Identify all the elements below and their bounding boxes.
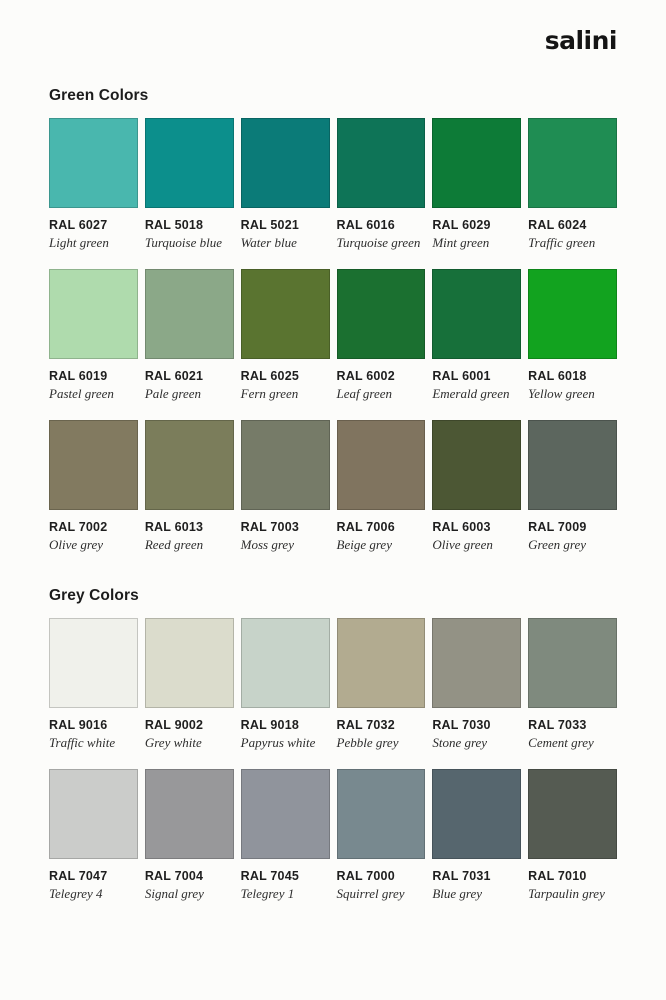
color-swatch (145, 769, 234, 859)
color-name-label: Grey white (144, 735, 202, 750)
section-title-green: Green Colors (49, 87, 149, 104)
ral-code-label: RAL 9002 (144, 718, 204, 732)
color-name-label: Emerald green (432, 386, 510, 401)
color-swatch (432, 618, 521, 708)
ral-code-label: RAL 7010 (528, 869, 587, 883)
swatch-cell (528, 618, 617, 751)
color-swatch (337, 269, 426, 359)
swatch-cell (432, 618, 521, 751)
ral-code-label: RAL 9016 (49, 718, 108, 732)
swatch-row (49, 269, 617, 402)
ral-code-label: RAL 7000 (336, 869, 395, 883)
color-swatch (49, 269, 138, 359)
ral-code-label: RAL 6001 (432, 369, 491, 383)
swatch-cell (49, 118, 138, 251)
swatch-cell (337, 618, 426, 751)
color-swatch (432, 269, 521, 359)
color-name-label: Squirrel grey (336, 886, 405, 901)
ral-code-label: RAL 7002 (49, 520, 108, 534)
swatch-cell (49, 269, 138, 402)
swatch-cell (432, 420, 521, 553)
swatch-cell (337, 420, 426, 553)
color-name-label: Mint green (432, 235, 490, 250)
color-name-label: Traffic green (528, 235, 596, 250)
ral-code-label: RAL 6024 (528, 218, 587, 232)
color-swatch (145, 618, 234, 708)
color-name-label: Papyrus white (240, 735, 316, 750)
color-name-label: Signal grey (144, 886, 204, 901)
color-name-label: Moss grey (240, 537, 294, 552)
color-name-label: Pale green (144, 386, 202, 401)
ral-code-label: RAL 7006 (336, 520, 395, 534)
ral-code-label: RAL 6029 (432, 218, 491, 232)
color-swatch (145, 269, 234, 359)
ral-code-label: RAL 5018 (144, 218, 204, 232)
swatch-cell (432, 269, 521, 402)
color-name-label: Turquoise green (336, 235, 421, 250)
color-swatch (145, 420, 234, 510)
color-swatch (528, 269, 617, 359)
ral-code-label: RAL 6019 (49, 369, 108, 383)
ral-code-label: RAL 7003 (240, 520, 300, 534)
color-name-label: Pebble grey (336, 735, 399, 750)
color-swatch (49, 118, 138, 208)
color-name-label: Traffic white (49, 735, 116, 750)
ral-code-label: RAL 7009 (528, 520, 587, 534)
color-name-label: Blue grey (432, 886, 483, 901)
swatch-cell (145, 769, 234, 902)
color-name-label: Beige grey (336, 537, 392, 552)
ral-code-label: RAL 6013 (144, 520, 204, 534)
ral-code-label: RAL 9018 (240, 718, 300, 732)
swatch-cell (145, 118, 234, 251)
ral-code-label: RAL 7045 (240, 869, 300, 883)
swatch-cell (528, 269, 617, 402)
ral-code-label: RAL 6025 (240, 369, 300, 383)
color-swatch (241, 618, 330, 708)
color-swatch (49, 420, 138, 510)
header (49, 0, 617, 60)
swatch-cell (241, 420, 330, 553)
swatch-cell (337, 269, 426, 402)
color-swatch (241, 420, 330, 510)
color-name-label: Fern green (240, 386, 299, 401)
swatch-cell (145, 618, 234, 751)
swatch-cell (432, 769, 521, 902)
swatch-cell (241, 618, 330, 751)
ral-code-label: RAL 6027 (49, 218, 108, 232)
swatch-cell (145, 420, 234, 553)
color-swatch (241, 118, 330, 208)
color-name-label: Reed green (144, 537, 204, 552)
ral-code-label: RAL 6003 (432, 520, 491, 534)
swatch-cell (528, 420, 617, 553)
color-name-label: Leaf green (336, 386, 392, 401)
swatch-cell (528, 769, 617, 902)
color-swatch (432, 420, 521, 510)
color-swatch (241, 769, 330, 859)
color-name-label: Light green (49, 235, 109, 250)
color-name-label: Stone grey (432, 735, 488, 750)
color-name-label: Yellow green (528, 386, 595, 401)
swatch-cell (432, 118, 521, 251)
brand-logo: salini (544, 26, 617, 55)
color-swatch (432, 769, 521, 859)
ral-code-label: RAL 7047 (49, 869, 108, 883)
color-swatch (145, 118, 234, 208)
swatch-row (49, 420, 617, 553)
swatch-cell (49, 618, 138, 751)
swatch-cell (337, 769, 426, 902)
color-swatch (49, 618, 138, 708)
color-name-label: Turquoise blue (144, 235, 222, 250)
color-swatch (337, 118, 426, 208)
color-name-label: Green grey (528, 537, 587, 552)
swatch-cell (241, 769, 330, 902)
ral-code-label: RAL 6021 (144, 369, 204, 383)
color-swatch (337, 420, 426, 510)
color-swatch (528, 118, 617, 208)
swatch-cell (49, 420, 138, 553)
swatch-cell (241, 269, 330, 402)
section-title-grey: Grey Colors (49, 587, 139, 604)
color-swatch (432, 118, 521, 208)
swatch-cell (145, 269, 234, 402)
swatch-cell (241, 118, 330, 251)
color-name-label: Olive grey (49, 537, 104, 552)
swatch-row (49, 118, 617, 251)
swatch-cell (528, 118, 617, 251)
color-name-label: Tarpaulin grey (528, 886, 605, 901)
color-swatch (337, 618, 426, 708)
color-name-label: Telegrey 1 (240, 886, 295, 901)
color-swatch (528, 618, 617, 708)
color-name-label: Cement grey (528, 735, 594, 750)
ral-code-label: RAL 7033 (528, 718, 587, 732)
swatch-row (49, 769, 617, 902)
color-swatch (337, 769, 426, 859)
ral-code-label: RAL 7031 (432, 869, 491, 883)
ral-code-label: RAL 6002 (336, 369, 395, 383)
color-name-label: Water blue (240, 235, 297, 250)
color-swatch (241, 269, 330, 359)
color-name-label: Pastel green (49, 386, 114, 401)
ral-code-label: RAL 6018 (528, 369, 587, 383)
color-swatch (49, 769, 138, 859)
swatch-cell (337, 118, 426, 251)
ral-code-label: RAL 5021 (240, 218, 300, 232)
ral-code-label: RAL 6016 (336, 218, 395, 232)
swatch-row (49, 618, 617, 751)
ral-code-label: RAL 7004 (144, 869, 204, 883)
ral-code-label: RAL 7030 (432, 718, 491, 732)
color-swatch (528, 769, 617, 859)
swatch-cell (49, 769, 138, 902)
color-name-label: Telegrey 4 (49, 886, 103, 901)
color-name-label: Olive green (432, 537, 493, 552)
color-swatch (528, 420, 617, 510)
ral-code-label: RAL 7032 (336, 718, 395, 732)
